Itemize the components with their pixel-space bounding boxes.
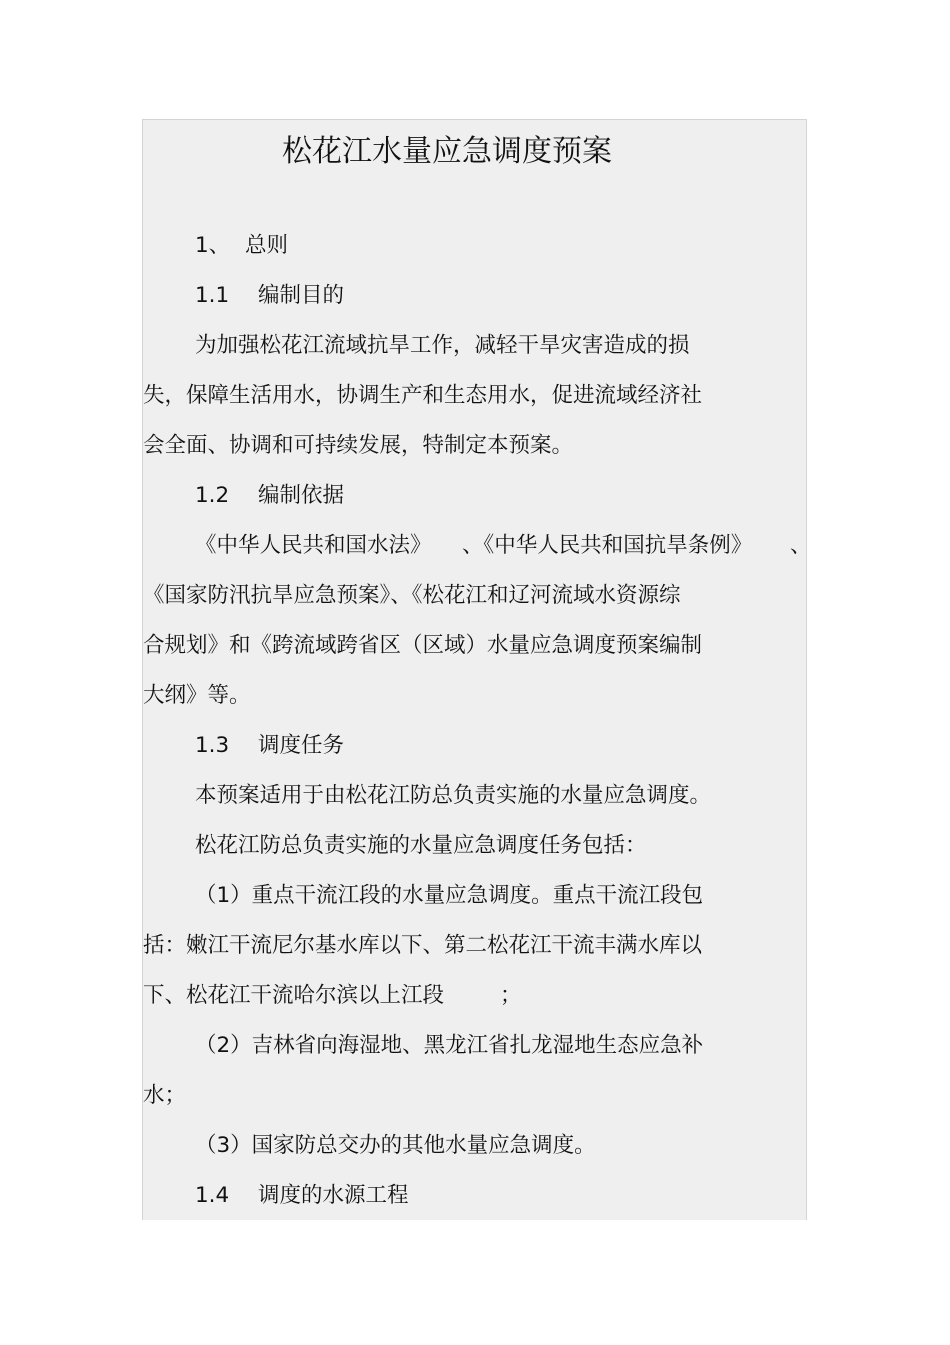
section-heading: 编制目的	[258, 283, 345, 308]
section-heading: 调度任务	[258, 733, 345, 758]
paragraph-line: 、	[790, 533, 812, 558]
paragraph-line: 松花江防总负责实施的水量应急调度任务包括：	[195, 833, 647, 858]
list-item-line: （2）吉林省向海湿地、黑龙江省扎龙湿地生态应急补	[195, 1033, 704, 1058]
section-number: 1.1	[195, 283, 230, 308]
paragraph-line: 本预案适用于由松花江防总负责实施的水量应急调度。	[195, 783, 712, 808]
section-number: 1.2	[195, 483, 230, 508]
section-number: 1、	[195, 233, 231, 258]
paragraph-line: 《国家防汛抗旱应急预案》、《松花江和辽河流域水资源综	[143, 583, 681, 608]
list-item-line: （3）国家防总交办的其他水量应急调度。	[195, 1133, 596, 1158]
paragraph-line: 会全面、协调和可持续发展，特制定本预案。	[143, 433, 574, 458]
paragraph-line: 、《中华人民共和国抗旱条例》	[462, 533, 753, 558]
section-number: 1.4	[195, 1183, 230, 1208]
section-number: 1.3	[195, 733, 230, 758]
list-item-line: 水；	[143, 1083, 187, 1108]
list-item-line: 括：嫩江干流尼尔基水库以下、第二松花江干流丰满水库以	[143, 933, 703, 958]
list-item-line: 下、松花江干流哈尔滨以上江段	[143, 983, 445, 1008]
list-item-line: （1）重点干流江段的水量应急调度。重点干流江段包	[195, 883, 704, 908]
paragraph-line: 大纲》等。	[143, 683, 251, 708]
list-item-line: ；	[500, 983, 522, 1008]
section-heading: 调度的水源工程	[258, 1183, 409, 1208]
document-title: 松花江水量应急调度预案	[282, 134, 612, 169]
section-heading: 总则	[245, 233, 289, 258]
section-heading: 编制依据	[258, 483, 345, 508]
paragraph-line: 为加强松花江流域抗旱工作，减轻干旱灾害造成的损	[195, 333, 690, 358]
paragraph-line: 失，保障生活用水，协调生产和生态用水，促进流域经济社	[143, 383, 703, 408]
paragraph-line: 《中华人民共和国水法》	[195, 533, 432, 558]
paragraph-line: 合规划》和《跨流域跨省区（区域）水量应急调度预案编制	[143, 633, 703, 658]
